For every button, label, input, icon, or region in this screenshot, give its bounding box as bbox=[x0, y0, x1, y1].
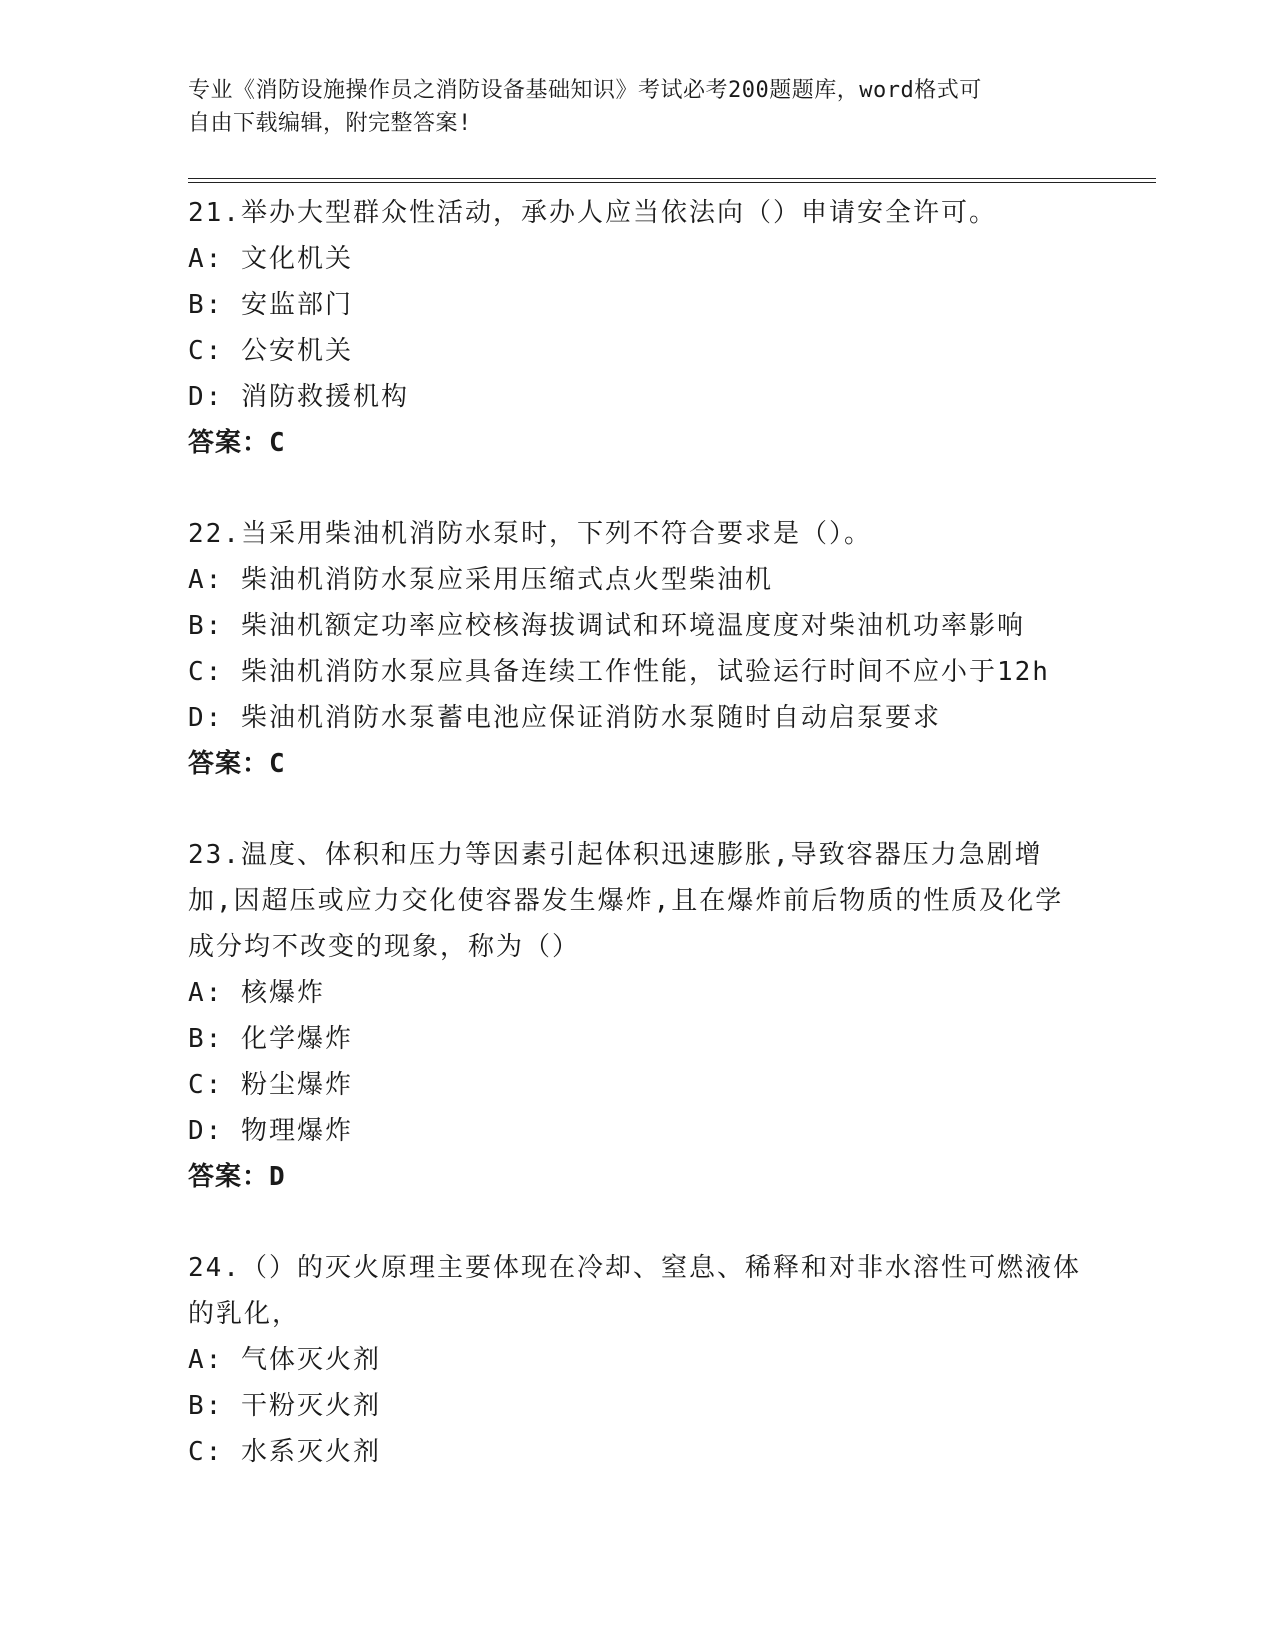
option-a: A: 气体灭火剂 bbox=[188, 1345, 381, 1375]
question-stem: 24.（）的灭火原理主要体现在冷却、窒息、稀释和对非水溶性可燃液体的乳化， bbox=[188, 1253, 1081, 1329]
question-24 bbox=[188, 1245, 1088, 1475]
document-header bbox=[188, 74, 1088, 140]
option-b: B: 柴油机额定功率应校核海拔调试和环境温度度对柴油机功率影响 bbox=[188, 611, 1025, 641]
question-22 bbox=[188, 511, 1088, 787]
header-divider bbox=[188, 178, 1156, 183]
header-line-2: 自由下载编辑，附完整答案! bbox=[188, 111, 472, 136]
option-b: B: 干粉灭火剂 bbox=[188, 1391, 381, 1421]
option-c: C: 柴油机消防水泵应具备连续工作性能，试验运行时间不应小于12h bbox=[188, 657, 1050, 687]
option-c: C: 公安机关 bbox=[188, 336, 353, 366]
option-b: B: 安监部门 bbox=[188, 290, 353, 320]
option-a: A: 柴油机消防水泵应采用压缩式点火型柴油机 bbox=[188, 565, 773, 595]
header-line-1: 专业《消防设施操作员之消防设备基础知识》考试必考200题题库，word格式可 bbox=[188, 78, 982, 103]
option-d: D: 柴油机消防水泵蓄电池应保证消防水泵随时自动启泵要求 bbox=[188, 703, 941, 733]
option-c: C: 水系灭火剂 bbox=[188, 1437, 381, 1467]
option-a: A: 核爆炸 bbox=[188, 978, 325, 1008]
question-stem: 23.温度、体积和压力等因素引起体积迅速膨胀,导致容器压力急剧增加,因超压或应力交化使容器发生爆炸,且在爆炸前后物质的性质及化学成分均不改变的现象，称为（） bbox=[188, 840, 1064, 962]
option-d: D: 物理爆炸 bbox=[188, 1116, 353, 1146]
option-d: D: 消防救援机构 bbox=[188, 382, 409, 412]
question-23 bbox=[188, 832, 1088, 1200]
answer: 答案：C bbox=[188, 749, 286, 779]
option-b: B: 化学爆炸 bbox=[188, 1024, 353, 1054]
question-stem: 22.当采用柴油机消防水泵时，下列不符合要求是（）。 bbox=[188, 519, 872, 549]
question-list bbox=[188, 190, 1088, 1520]
answer: 答案：D bbox=[188, 1162, 286, 1192]
answer: 答案：C bbox=[188, 428, 286, 458]
option-c: C: 粉尘爆炸 bbox=[188, 1070, 353, 1100]
question-21 bbox=[188, 190, 1088, 466]
option-a: A: 文化机关 bbox=[188, 244, 353, 274]
question-stem: 21.举办大型群众性活动，承办人应当依法向（）申请安全许可。 bbox=[188, 198, 997, 228]
